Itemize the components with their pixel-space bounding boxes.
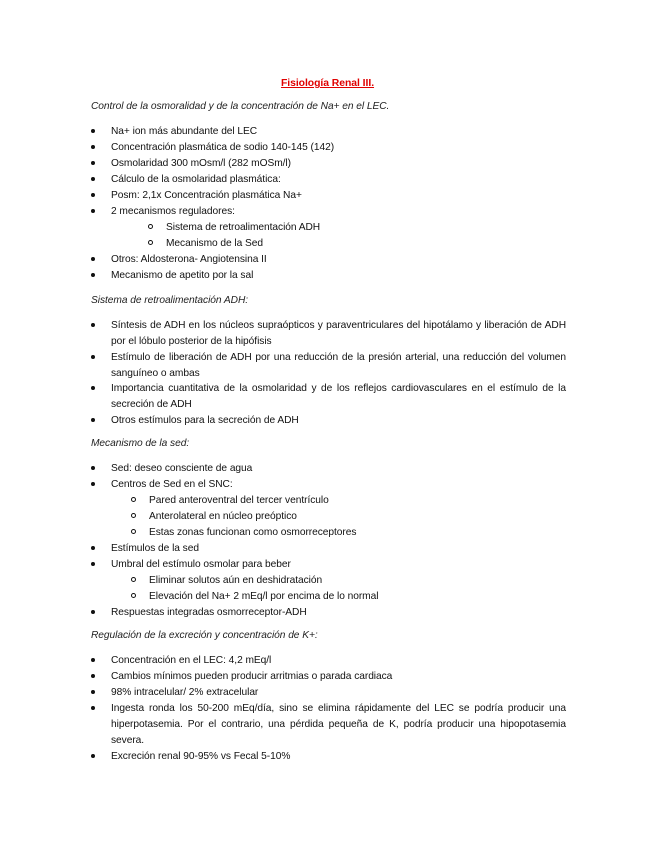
circle-bullet-icon [131, 593, 136, 598]
list-item: Mecanismo de apetito por la sal [91, 268, 566, 284]
section-heading-adh: Sistema de retroalimentación ADH: [91, 295, 249, 306]
bullet-icon [91, 193, 95, 197]
list-item: Na+ ion más abundante del LEC [91, 124, 566, 140]
list-item: Concentración plasmática de sodio 140-145 (142) [91, 140, 566, 156]
bullet-icon [91, 273, 95, 277]
sub-list-item: Eliminar solutos aún en deshidratación [131, 573, 561, 589]
bullet-icon [91, 177, 95, 181]
bullet-icon [91, 658, 95, 662]
bullet-icon [91, 610, 95, 614]
bullet-icon [91, 386, 95, 390]
list-item: Estímulos de la sed [91, 541, 566, 557]
bullet-icon [91, 145, 95, 149]
list-item: Excreción renal 90-95% vs Fecal 5-10% [91, 749, 566, 765]
list-item: Umbral del estímulo osmolar para beber [91, 557, 566, 573]
circle-bullet-icon [131, 497, 136, 502]
bullet-icon [91, 482, 95, 486]
bullet-icon [91, 323, 95, 327]
list-item: Cálculo de la osmolaridad plasmática: [91, 172, 566, 188]
bullet-icon [91, 257, 95, 261]
list-item: Síntesis de ADH en los núcleos supraópticos y paraventriculares del hipotálamo y liberación de ADH por el lóbulo posterior de la hipófisis [91, 318, 566, 350]
sub-list-item: Sistema de retroalimentación ADH [148, 220, 578, 236]
bullet-icon [91, 546, 95, 550]
section-heading-potasio: Regulación de la excreción y concentración de K+: [91, 630, 318, 641]
circle-bullet-icon [131, 513, 136, 518]
bullet-icon [91, 466, 95, 470]
section-heading-osmolaridad: Control de la osmoralidad y de la concentración de Na+ en el LEC. [91, 101, 390, 112]
bullet-icon [91, 674, 95, 678]
bullet-icon [91, 161, 95, 165]
list-item: 2 mecanismos reguladores: [91, 204, 566, 220]
circle-bullet-icon [131, 577, 136, 582]
bullet-icon [91, 754, 95, 758]
list-item: Otros: Aldosterona- Angiotensina II [91, 252, 566, 268]
bullet-icon [91, 418, 95, 422]
list-item: 98% intracelular/ 2% extracelular [91, 685, 566, 701]
bullet-icon [91, 129, 95, 133]
list-item: Centros de Sed en el SNC: [91, 477, 566, 493]
sub-list-item: Elevación del Na+ 2 mEq/l por encima de lo normal [131, 589, 561, 605]
sub-list-item: Estas zonas funcionan como osmorreceptores [131, 525, 561, 541]
list-item: Sed: deseo consciente de agua [91, 461, 566, 477]
list-item: Posm: 2,1x Concentración plasmática Na+ [91, 188, 566, 204]
list-item: Importancia cuantitativa de la osmolaridad y de los reflejos cardiovasculares en el estímulo de la secreción de ADH [91, 381, 566, 413]
list-item: Estímulo de liberación de ADH por una reducción de la presión arterial, una reducción del volumen sanguíneo o ambas [91, 350, 566, 382]
list-item: Cambios mínimos pueden producir arritmias o parada cardiaca [91, 669, 566, 685]
bullet-icon [91, 690, 95, 694]
list-item: Otros estímulos para la secreción de ADH [91, 413, 566, 429]
bullet-icon [91, 355, 95, 359]
circle-bullet-icon [148, 224, 153, 229]
sub-list-item: Pared anteroventral del tercer ventrículo [131, 493, 561, 509]
sub-list-item: Mecanismo de la Sed [148, 236, 578, 252]
list-item: Osmolaridad 300 mOsm/l (282 mOSm/l) [91, 156, 566, 172]
circle-bullet-icon [131, 529, 136, 534]
circle-bullet-icon [148, 240, 153, 245]
page-title: Fisiología Renal III. [280, 78, 375, 89]
bullet-icon [91, 706, 95, 710]
sub-list-item: Anterolateral en núcleo preóptico [131, 509, 561, 525]
bullet-icon [91, 562, 95, 566]
list-item: Ingesta ronda los 50-200 mEq/día, sino se elimina rápidamente del LEC se podría producir una hiperpotasemia. Por el contrario, una pérdida pequeña de K, podría producir una hipopotasemia severa. [91, 701, 566, 749]
list-item: Respuestas integradas osmorreceptor-ADH [91, 605, 566, 621]
list-item: Concentración en el LEC: 4,2 mEq/l [91, 653, 566, 669]
section-heading-sed: Mecanismo de la sed: [91, 438, 190, 449]
bullet-icon [91, 209, 95, 213]
